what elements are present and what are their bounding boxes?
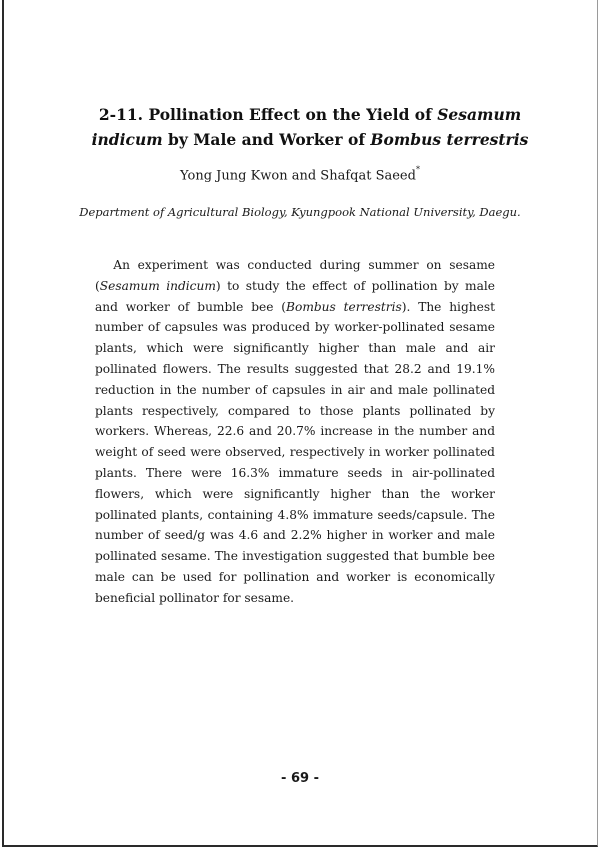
affiliation: Department of Agricultural Biology, Kyungpook National University, Daegu. <box>79 205 521 219</box>
abstract-text-2: ) to study the effect of pollination by male and worker of bumble bee ( <box>95 278 495 314</box>
abstract-paragraph <box>95 255 495 609</box>
author-names: Yong Jung Kwon and Shafqat Saeed <box>180 168 416 184</box>
title-text-1: 2-11. Pollination Effect on the Yield of <box>98 105 438 124</box>
abstract-text-1: An experiment was conducted during summer on sesame ( <box>95 258 495 293</box>
title-species-1: Sesamum indicum <box>91 105 522 149</box>
corresponding-author-marker: * <box>415 165 420 174</box>
title-text-2: by Male and Worker of <box>162 130 371 149</box>
abstract-species-2: Bombus terrestris <box>286 299 402 314</box>
page-number: - 69 - <box>281 771 319 786</box>
title-species-2: Bombus terrestris <box>370 130 529 149</box>
author-line <box>60 163 540 185</box>
abstract-text-3: ). The highest number of capsules was produced by worker-pollinated sesame plants, which were significantly higher than male and air pollinated flowers. The results suggested that 28.2 and 19.1% reduction in the number of capsules in air and male pollinated plants respectively, compared to those plants pollinated by workers. Whereas, 22.6 and 20.7% increase in the number and weight of seed were observed, respectively in worker pollinated plants. There were 16.3% immature seeds in air-pollinated flowers, which were significantly higher than the worker pollinated plants, containing 4.8% immature seeds/capsule. The number of seed/g was 4.6 and 2.2% higher in worker and male pollinated sesame. The investigation suggested that bumble bee male can be used for pollination and worker is economically beneficial pollinator for sesame. <box>95 299 495 605</box>
abstract-species-1: Sesamum indicum <box>99 278 216 293</box>
paper-title <box>90 102 530 152</box>
